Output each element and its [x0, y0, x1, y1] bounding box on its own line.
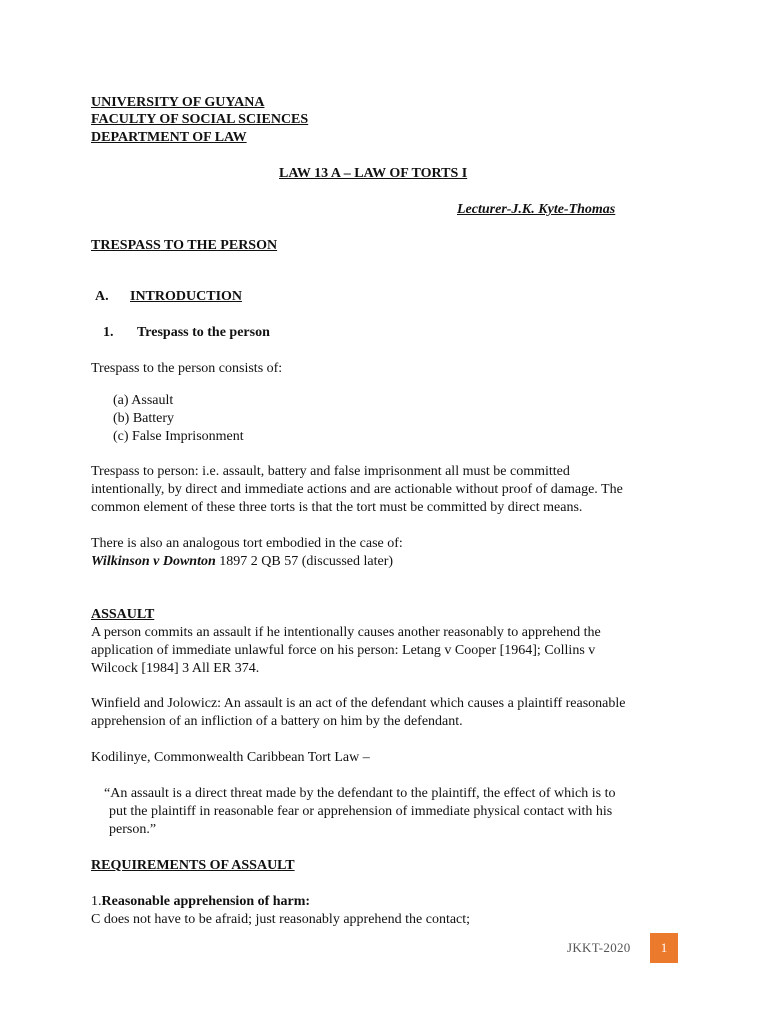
- page-number-badge: 1: [650, 933, 678, 963]
- footer-label: JKKT-2020: [567, 940, 631, 955]
- requirement-title: Reasonable apprehension of harm:: [101, 894, 311, 909]
- case-citation-line: [91, 553, 393, 571]
- paragraph-line: Wilcock [1984] 3 All ER 374.: [91, 661, 260, 676]
- case-citation: 1897 2 QB 57 (discussed later): [215, 554, 394, 569]
- quote-line: “An assault is a direct threat made by the defendant to the plaintiff, the effect of which is to: [104, 786, 616, 801]
- paragraph-line: A person commits an assault if he intentionally causes another reasonably to apprehend the: [91, 625, 601, 640]
- paragraph-line: Winfield and Jolowicz: An assault is an act of the defendant which causes a plaintiff reasonable: [91, 696, 626, 711]
- faculty-name: FACULTY OF SOCIAL SCIENCES: [91, 112, 309, 127]
- university-name: UNIVERSITY OF GUYANA: [91, 95, 265, 110]
- list-item: (c) False Imprisonment: [113, 429, 244, 444]
- paragraph-line: common element of these three torts is that the tort must be committed by direct means.: [91, 500, 583, 515]
- paragraph-line: Trespass to person: i.e. assault, battery and false imprisonment all must be committed: [91, 464, 570, 479]
- list-item: (b) Battery: [113, 411, 175, 426]
- subsection-letter: A.: [95, 289, 109, 304]
- requirement-number: 1.: [91, 894, 102, 909]
- subsection-title: INTRODUCTION: [130, 289, 243, 304]
- lecturer-name: Lecturer-J.K. Kyte-Thomas: [457, 202, 616, 217]
- kodilinye-reference: Kodilinye, Commonwealth Caribbean Tort Law –: [91, 750, 370, 765]
- assault-heading: ASSAULT: [91, 607, 155, 622]
- quote-line: put the plaintiff in reasonable fear or apprehension of immediate physical contact with his: [109, 804, 613, 819]
- department-name: DEPARTMENT OF LAW: [91, 130, 247, 145]
- analogous-tort-text: There is also an analogous tort embodied in the case of:: [91, 536, 403, 551]
- course-title: LAW 13 A – LAW OF TORTS I: [279, 166, 468, 181]
- paragraph-line: application of immediate unlawful force on his person: Letang v Cooper [1964]; Collins v: [91, 643, 596, 658]
- paragraph-line: apprehension of an infliction of a battery on him by the defendant.: [91, 714, 463, 729]
- requirement-item: [91, 893, 310, 911]
- numbered-heading-title: Trespass to the person: [137, 325, 270, 340]
- requirements-heading: REQUIREMENTS OF ASSAULT: [91, 858, 295, 873]
- requirement-text: C does not have to be afraid; just reasonably apprehend the contact;: [91, 912, 471, 927]
- case-name: Wilkinson v Downton: [91, 554, 216, 569]
- paragraph-line: intentionally, by direct and immediate actions and are actionable without proof of damage. The: [91, 482, 623, 497]
- numbered-heading-number: 1.: [103, 325, 114, 340]
- quote-line: person.”: [109, 822, 157, 837]
- section-heading: TRESPASS TO THE PERSON: [91, 238, 278, 253]
- consists-of-text: Trespass to the person consists of:: [91, 361, 283, 376]
- list-item: (a) Assault: [113, 393, 174, 408]
